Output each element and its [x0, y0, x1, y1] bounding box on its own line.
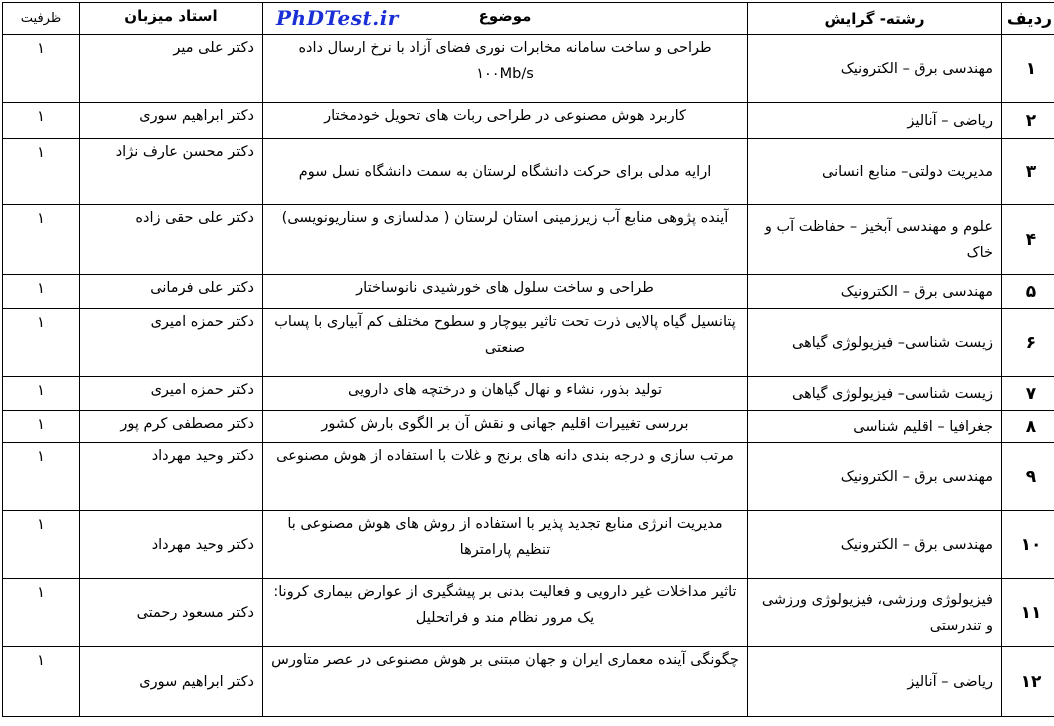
row-topic: چگونگی آینده معماری ایران و جهان مبتنی بر هوش مصنوعی در عصر متاورس: [263, 647, 748, 717]
row-field: فیزیولوژی ورزشی، فیزیولوژی ورزشی و تندرستی: [748, 579, 1002, 647]
row-topic: ارایه مدلی برای حرکت دانشگاه لرستان به سمت دانشگاه نسل سوم: [263, 139, 748, 205]
table-row: [3, 275, 1054, 309]
table-row: [3, 205, 1054, 275]
row-topic: بررسی تغییرات اقلیم جهانی و نقش آن بر الگوی بارش کشور: [263, 411, 748, 443]
row-advisor: دکتر علی میر: [80, 35, 263, 103]
row-topic: کاربرد هوش مصنوعی در طراحی ربات های تحویل خودمختار: [263, 103, 748, 139]
row-topic: مرتب سازی و درجه بندی دانه های برنج و غلات با استفاده از هوش مصنوعی: [263, 443, 748, 511]
row-topic: طراحی و ساخت سامانه مخابرات نوری فضای آزاد با نرخ ارسال داده ۱۰۰Mb/s: [263, 35, 748, 103]
row-capacity: ۱: [3, 647, 80, 717]
row-advisor: دکتر مصطفی کرم پور: [80, 411, 263, 443]
row-capacity: ۱: [3, 377, 80, 411]
row-index: ۴: [1002, 205, 1054, 275]
row-field: ریاضی – آنالیز: [748, 647, 1002, 717]
row-index: ۲: [1002, 103, 1054, 139]
row-topic: طراحی و ساخت سلول های خورشیدی نانوساختار: [263, 275, 748, 309]
table-row: [3, 647, 1054, 717]
row-field: جغرافیا – اقلیم شناسی: [748, 411, 1002, 443]
row-index: ۶: [1002, 309, 1054, 377]
row-advisor: دکتر حمزه امیری: [80, 377, 263, 411]
table-row: [3, 139, 1054, 205]
row-capacity: ۱: [3, 205, 80, 275]
row-advisor: دکتر ابراهیم سوری: [80, 647, 263, 717]
row-index: ۳: [1002, 139, 1054, 205]
row-index: ۵: [1002, 275, 1054, 309]
row-field: زیست شناسی– فیزیولوژی گیاهی: [748, 309, 1002, 377]
row-advisor: دکتر حمزه امیری: [80, 309, 263, 377]
table-row: [3, 309, 1054, 377]
row-index: ۱۰: [1002, 511, 1054, 579]
row-advisor: دکتر علی حقی زاده: [80, 205, 263, 275]
row-index: ۸: [1002, 411, 1054, 443]
row-index: ۱۱: [1002, 579, 1054, 647]
row-field: مهندسی برق – الکترونیک: [748, 511, 1002, 579]
row-topic: تولید بذور، نشاء و نهال گیاهان و درختچه های دارویی: [263, 377, 748, 411]
row-advisor: دکتر وحید مهرداد: [80, 511, 263, 579]
row-field: مدیریت دولتی– منابع انسانی: [748, 139, 1002, 205]
table-row: [3, 377, 1054, 411]
row-capacity: ۱: [3, 443, 80, 511]
row-field: مهندسی برق – الکترونیک: [748, 443, 1002, 511]
row-topic: تاثیر مداخلات غیر دارویی و فعالیت بدنی بر پیشگیری از عوارض بیماری کرونا: یک مرور نظام مند و فراتحلیل: [263, 579, 748, 647]
topics-table: [2, 2, 1054, 717]
header-advisor: استاد میزبان: [80, 3, 263, 35]
row-index: ۷: [1002, 377, 1054, 411]
header-field: رشته- گرایش: [748, 3, 1002, 35]
site-watermark-logo: PhDTest.ir: [276, 6, 399, 30]
row-capacity: ۱: [3, 511, 80, 579]
row-capacity: ۱: [3, 579, 80, 647]
row-topic: پتانسیل گیاه پالایی ذرت تحت تاثیر بیوچار و سطوح مختلف کم آبیاری با پساب صنعتی: [263, 309, 748, 377]
row-advisor: دکتر ابراهیم سوری: [80, 103, 263, 139]
row-field: زیست شناسی– فیزیولوژی گیاهی: [748, 377, 1002, 411]
row-field: علوم و مهندسی آبخیز – حفاظت آب و خاک: [748, 205, 1002, 275]
row-capacity: ۱: [3, 139, 80, 205]
header-index: ردیف: [1002, 3, 1054, 35]
row-index: ۱: [1002, 35, 1054, 103]
table-row: [3, 579, 1054, 647]
row-index: ۱۲: [1002, 647, 1054, 717]
table-row: [3, 103, 1054, 139]
row-capacity: ۱: [3, 35, 80, 103]
row-field: مهندسی برق – الکترونیک: [748, 35, 1002, 103]
row-topic: آینده پژوهی منابع آب زیرزمینی استان لرستان ( مدلسازی و سناریونویسی): [263, 205, 748, 275]
row-advisor: دکتر محسن عارف نژاد: [80, 139, 263, 205]
row-capacity: ۱: [3, 411, 80, 443]
row-index: ۹: [1002, 443, 1054, 511]
table-row: [3, 511, 1054, 579]
row-capacity: ۱: [3, 103, 80, 139]
header-topic: موضوع: [263, 3, 748, 35]
row-field: مهندسی برق – الکترونیک: [748, 275, 1002, 309]
row-advisor: دکتر مسعود رحمتی: [80, 579, 263, 647]
row-advisor: دکتر وحید مهرداد: [80, 443, 263, 511]
row-advisor: دکتر علی فرمانی: [80, 275, 263, 309]
table-row: [3, 411, 1054, 443]
header-capacity: ظرفیت: [3, 3, 80, 35]
row-field: ریاضی – آنالیز: [748, 103, 1002, 139]
table-header-row: [3, 3, 1054, 35]
row-topic: مدیریت انرژی منابع تجدید پذیر با استفاده از روش های هوش مصنوعی با تنظیم پارامترها: [263, 511, 748, 579]
table-row: [3, 443, 1054, 511]
row-capacity: ۱: [3, 309, 80, 377]
row-capacity: ۱: [3, 275, 80, 309]
table-row: [3, 35, 1054, 103]
